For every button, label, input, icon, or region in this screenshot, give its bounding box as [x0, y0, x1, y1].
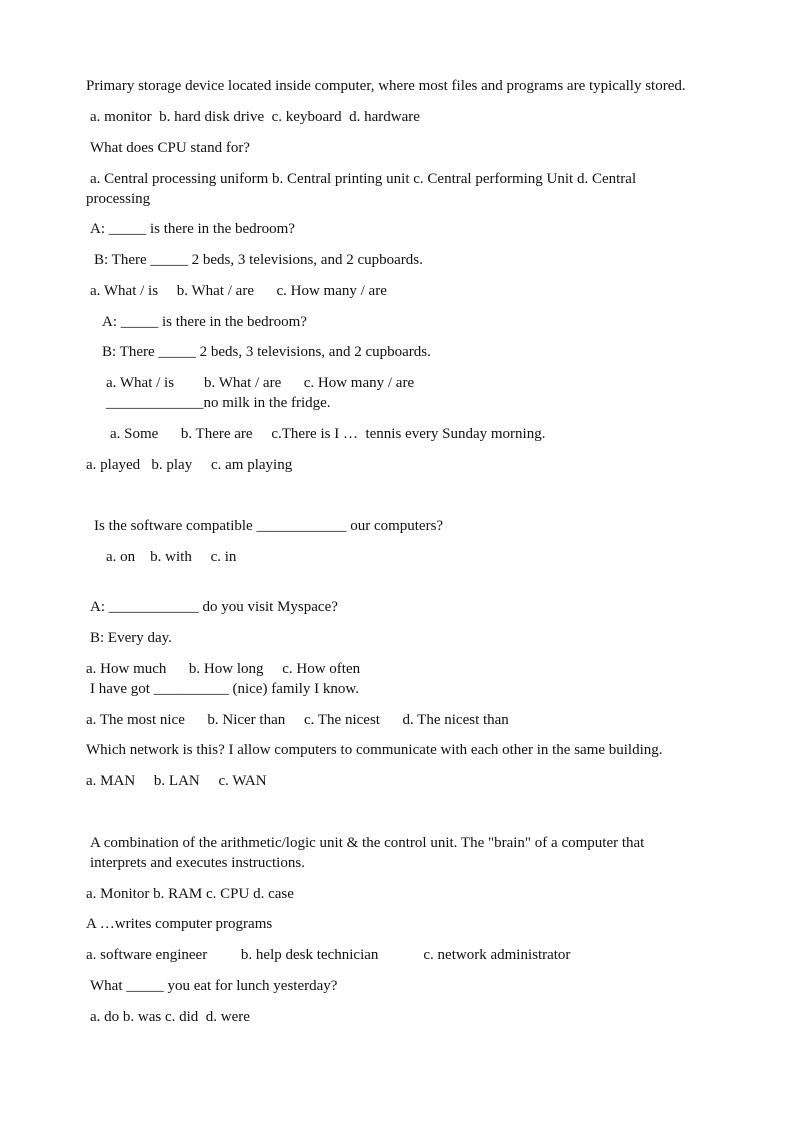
- question-myspace-a: A: ____________ do you visit Myspace?: [90, 599, 338, 615]
- options-tennis: a. played b. play c. am playing: [86, 457, 293, 473]
- options-storage-device: a. monitor b. hard disk drive c. keyboard d. hardware: [90, 109, 420, 125]
- question-lunch: What _____ you eat for lunch yesterday?: [90, 978, 338, 994]
- options-cpu-definition: a. Monitor b. RAM c. CPU d. case: [86, 886, 294, 902]
- question-bedroom-b: B: There _____ 2 beds, 3 televisions, and 2 cupboards.: [94, 252, 423, 268]
- options-myspace: a. How much b. How long c. How often: [86, 661, 361, 677]
- question-bedroom-b-repeat: B: There _____ 2 beds, 3 televisions, and 2 cupboards.: [102, 344, 431, 360]
- options-bedroom: a. What / is b. What / are c. How many / are: [90, 283, 387, 299]
- question-milk-fridge: _____________no milk in the fridge.: [106, 395, 331, 411]
- options-programmer: a. software engineer b. help desk technician c. network administrator: [86, 947, 571, 963]
- options-software-compatible: a. on b. with c. in: [106, 549, 237, 565]
- options-lunch: a. do b. was c. did d. were: [90, 1009, 250, 1025]
- question-programmer: A …writes computer programs: [86, 916, 273, 932]
- question-software-compatible: Is the software compatible ____________ our computers?: [94, 518, 444, 534]
- options-milk-and-tennis-question: a. Some b. There are c.There is I … tennis every Sunday morning.: [110, 426, 546, 442]
- options-bedroom-repeat: a. What / is b. What / are c. How many / are: [106, 375, 415, 391]
- question-cpu-definition-line2: interprets and executes instructions.: [90, 855, 305, 871]
- question-nice-family: I have got __________ (nice) family I know.: [90, 681, 359, 697]
- question-cpu-acronym: What does CPU stand for?: [90, 140, 250, 156]
- question-storage-device: Primary storage device located inside computer, where most files and programs are typically stored.: [86, 78, 686, 94]
- question-bedroom-a-repeat: A: _____ is there in the bedroom?: [102, 314, 307, 330]
- question-bedroom-a: A: _____ is there in the bedroom?: [90, 221, 295, 237]
- options-network-type: a. MAN b. LAN c. WAN: [86, 773, 267, 789]
- options-cpu-acronym-line1: a. Central processing uniform b. Central printing unit c. Central performing Unit d. Central: [90, 171, 637, 187]
- options-cpu-acronym-line2: processing: [86, 191, 151, 207]
- question-network-type: Which network is this? I allow computers to communicate with each other in the same building.: [86, 742, 663, 758]
- question-cpu-definition-line1: A combination of the arithmetic/logic unit & the control unit. The "brain" of a computer that: [90, 835, 645, 851]
- question-myspace-b: B: Every day.: [90, 630, 172, 646]
- options-nice-family: a. The most nice b. Nicer than c. The nicest d. The nicest than: [86, 712, 509, 728]
